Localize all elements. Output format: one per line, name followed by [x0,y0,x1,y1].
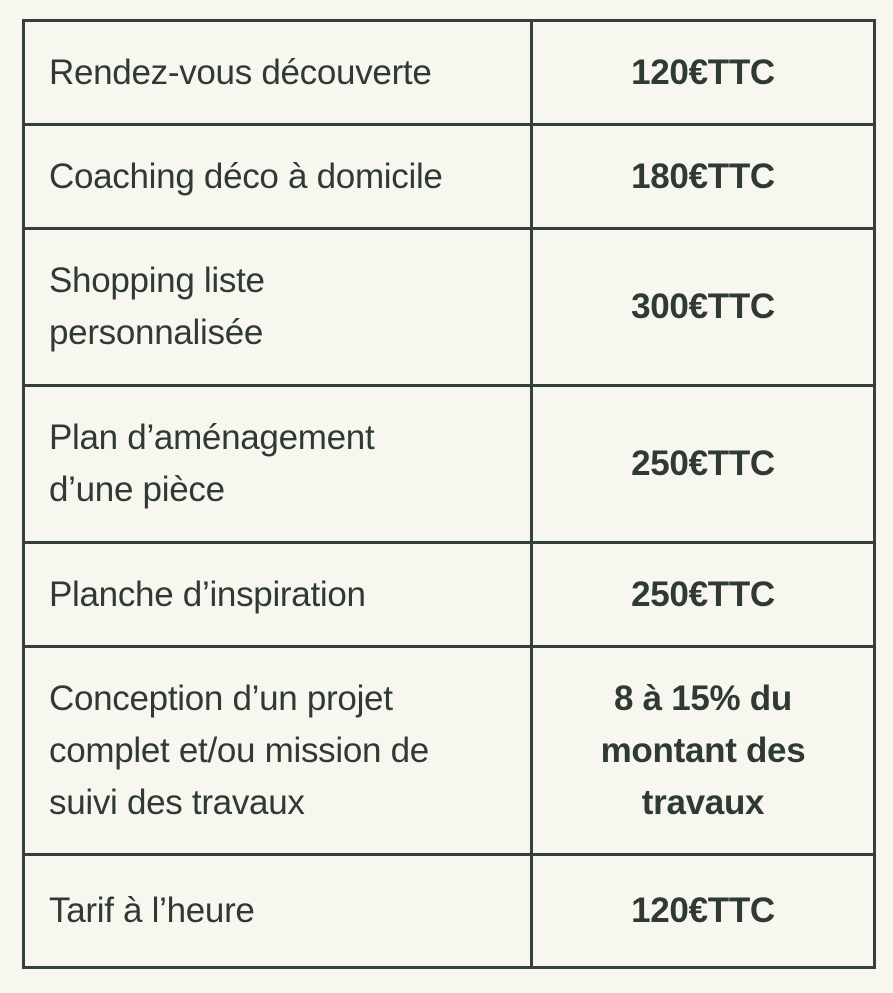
price-cell [532,647,875,855]
price-cell [532,855,875,968]
service-name-line: personnalisée [49,313,264,352]
price-value-line: montant des [600,730,806,770]
table-row [24,386,875,543]
service-name-line: Conception d’un projet [49,678,393,718]
table-row [24,647,875,855]
price-value: 300€TTC [631,287,775,326]
service-name: Rendez-vous découverte [49,52,432,92]
service-name: Tarif à l’heure [49,891,255,930]
price-value: 120€TTC [631,891,775,930]
service-name-line: complet et/ou mission de [49,730,429,770]
table-row [24,543,875,647]
price-cell [532,229,875,386]
price-value-line: travaux [641,782,765,822]
service-name-line: suivi des travaux [49,782,305,822]
price-cell [532,125,875,229]
service-name-line: Plan d’aménagement [49,418,375,457]
price-value: 250€TTC [631,444,775,483]
price-value-line: 8 à 15% du [614,678,792,718]
service-name: Planche d’inspiration [49,574,366,614]
table-row [24,229,875,386]
service-name-cell [24,543,532,647]
price-value: 250€TTC [631,574,775,614]
service-name-cell [24,386,532,543]
service-name-line: Shopping liste [49,261,265,300]
price-cell [532,386,875,543]
table-row [24,21,875,125]
pricing-table [22,19,876,969]
table-row [24,855,875,968]
price-value: 120€TTC [631,52,775,92]
price-cell [532,21,875,125]
price-value: 180€TTC [631,156,775,196]
table-row [24,125,875,229]
service-name-cell [24,647,532,855]
service-name: Coaching déco à domicile [49,156,443,196]
price-cell [532,543,875,647]
service-name-cell [24,855,532,968]
service-name-cell [24,125,532,229]
service-name-cell [24,21,532,125]
service-name-cell [24,229,532,386]
service-name-line: d’une pièce [49,470,225,509]
